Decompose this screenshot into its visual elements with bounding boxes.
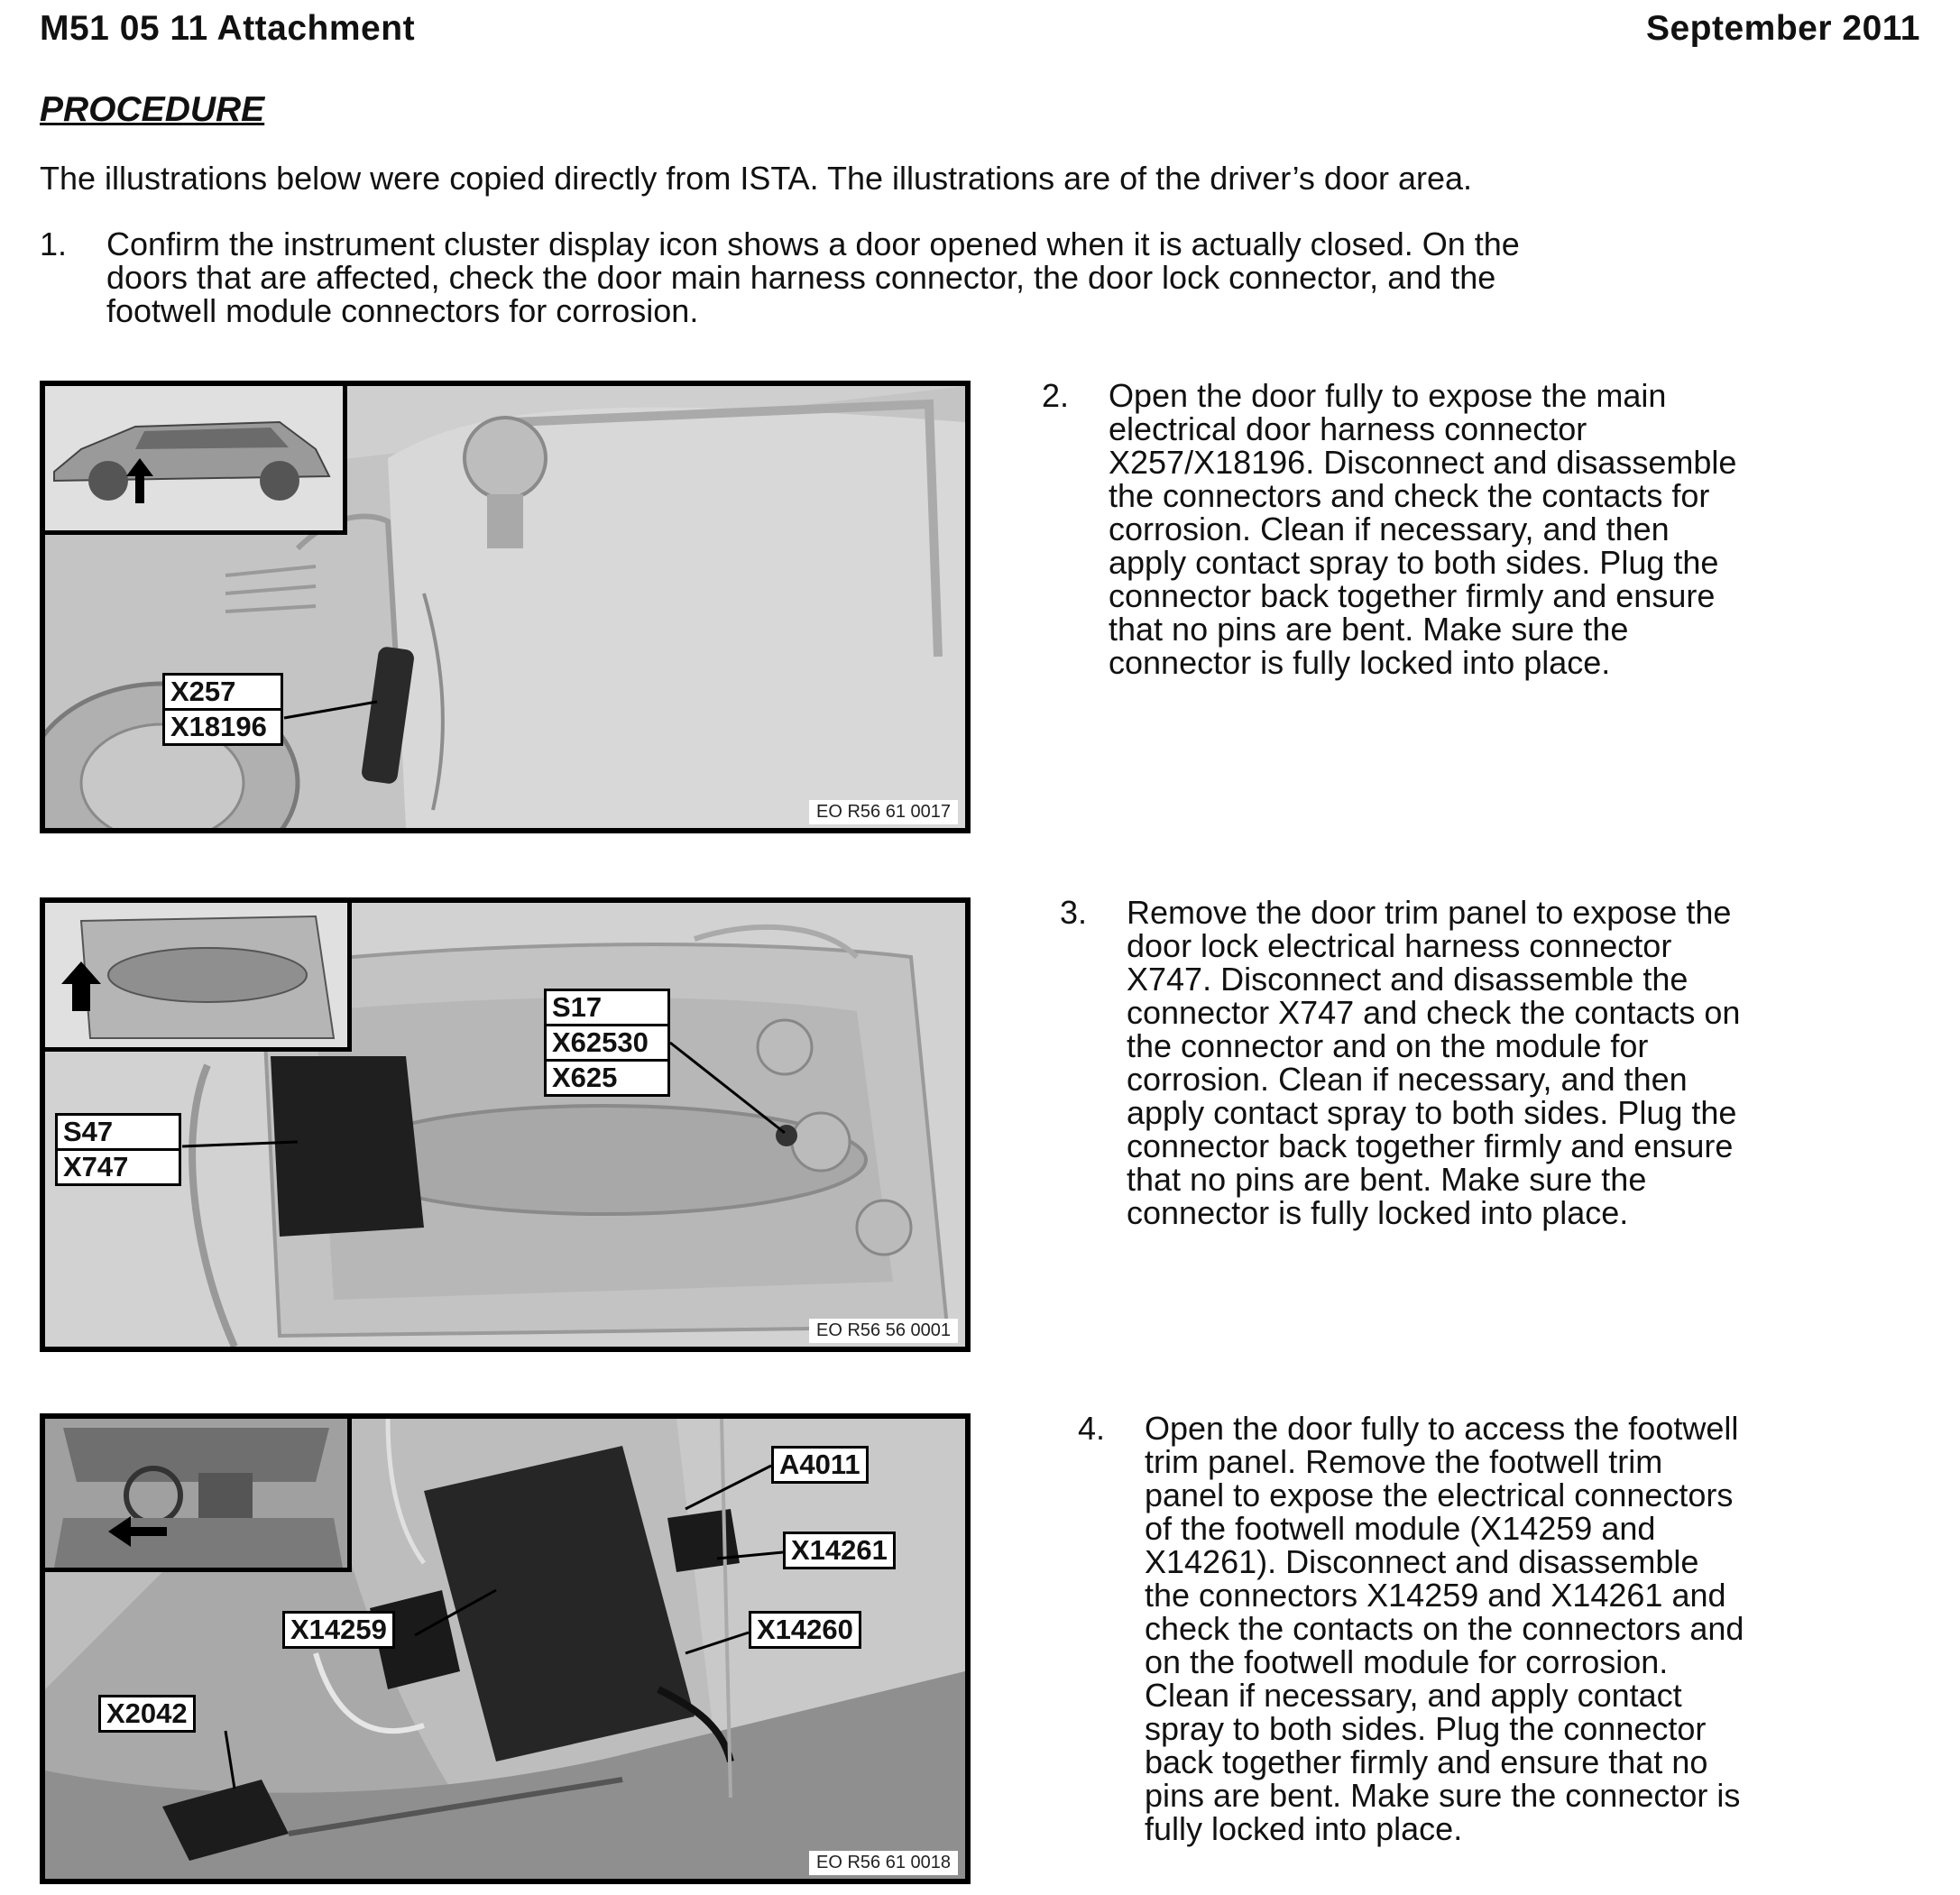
step-number: 3.: [1060, 894, 1088, 931]
step-1: [40, 227, 1925, 336]
section-title: PROCEDURE: [40, 90, 265, 129]
step-number: 1.: [40, 225, 68, 262]
figure-inset-vehicle: [45, 386, 347, 535]
step-4: [1078, 1412, 1926, 1854]
callout-x14259: X14259: [282, 1611, 395, 1649]
callout-s47-x747: S47 X747: [55, 1113, 181, 1186]
intro-paragraph: The illustrations below were copied directly from ISTA. The illustrations are of the driver’s door area.: [40, 160, 1473, 197]
figure-inset-door: [45, 903, 352, 1052]
step-text: Confirm the instrument cluster display icon shows a door opened when it is actually closed. On the doors that are affected, check the door main harness connector, the door lock connector, and the footwell module connectors for corrosion.: [106, 225, 1520, 329]
figure-inset-cabin: [45, 1419, 352, 1572]
figure-code: EO R56 56 0001: [809, 1319, 958, 1343]
figure-code: EO R56 61 0017: [809, 800, 958, 824]
step-text: Open the door fully to access the footwell trim panel. Remove the footwell trim panel to expose the electrical connectors of the footwell module (X14259 and X14261). Disconnect and disassemble the connectors X14259 and X14261 and check the contacts on the connectors and on the footwell module for corrosion. Clean if necessary, and apply contact spray to both sides. Plug the connector back together firmly and ensure that no pins are bent. Make sure the connector is fully locked into place.: [1145, 1410, 1744, 1847]
callout-x14261: X14261: [783, 1532, 896, 1569]
document-date: September 2011: [1645, 9, 1920, 48]
door-panel-view: [45, 903, 347, 1047]
step-number: 4.: [1078, 1410, 1106, 1447]
step-2: [1042, 379, 1926, 685]
step-text: Remove the door trim panel to expose the door lock electrical harness connector X747. Disconnect and disassemble the connector X747 and check the contacts on the connector and on the module for corrosion. Clean if necessary, and then apply contact spray to both sides. Plug the connector back together firmly and ensure that no pins are bent. Make sure the connector is fully locked into place.: [1127, 894, 1741, 1231]
vehicle-side-view: [45, 386, 343, 530]
figure-code: EO R56 61 0018: [809, 1851, 958, 1875]
figure-footwell-module: [40, 1413, 971, 1884]
callout-x257-x18196: X257 X18196: [162, 673, 283, 746]
callout-a4011: A4011: [771, 1446, 869, 1484]
step-number: 2.: [1042, 377, 1070, 414]
callout-s17-x62530-x625: S17 X62530 X625: [544, 989, 670, 1097]
step-text: Open the door fully to expose the main electrical door harness connector X257/X18196. Disconnect and disassemble the connectors and check the contacts for corrosion. Clean if necessary, and then apply contact spray to both sides. Plug the connector back together firmly and ensure that no pins are bent. Make sure the connector is fully locked into place.: [1109, 377, 1737, 681]
cabin-interior-view: [45, 1419, 347, 1568]
step-3: [1060, 896, 1926, 1238]
figure-door-harness: [40, 381, 971, 833]
figure-door-lock: [40, 897, 971, 1352]
callout-x2042: X2042: [98, 1695, 196, 1733]
callout-x14260: X14260: [749, 1611, 861, 1649]
document-id: M51 05 11 Attachment: [40, 9, 416, 48]
